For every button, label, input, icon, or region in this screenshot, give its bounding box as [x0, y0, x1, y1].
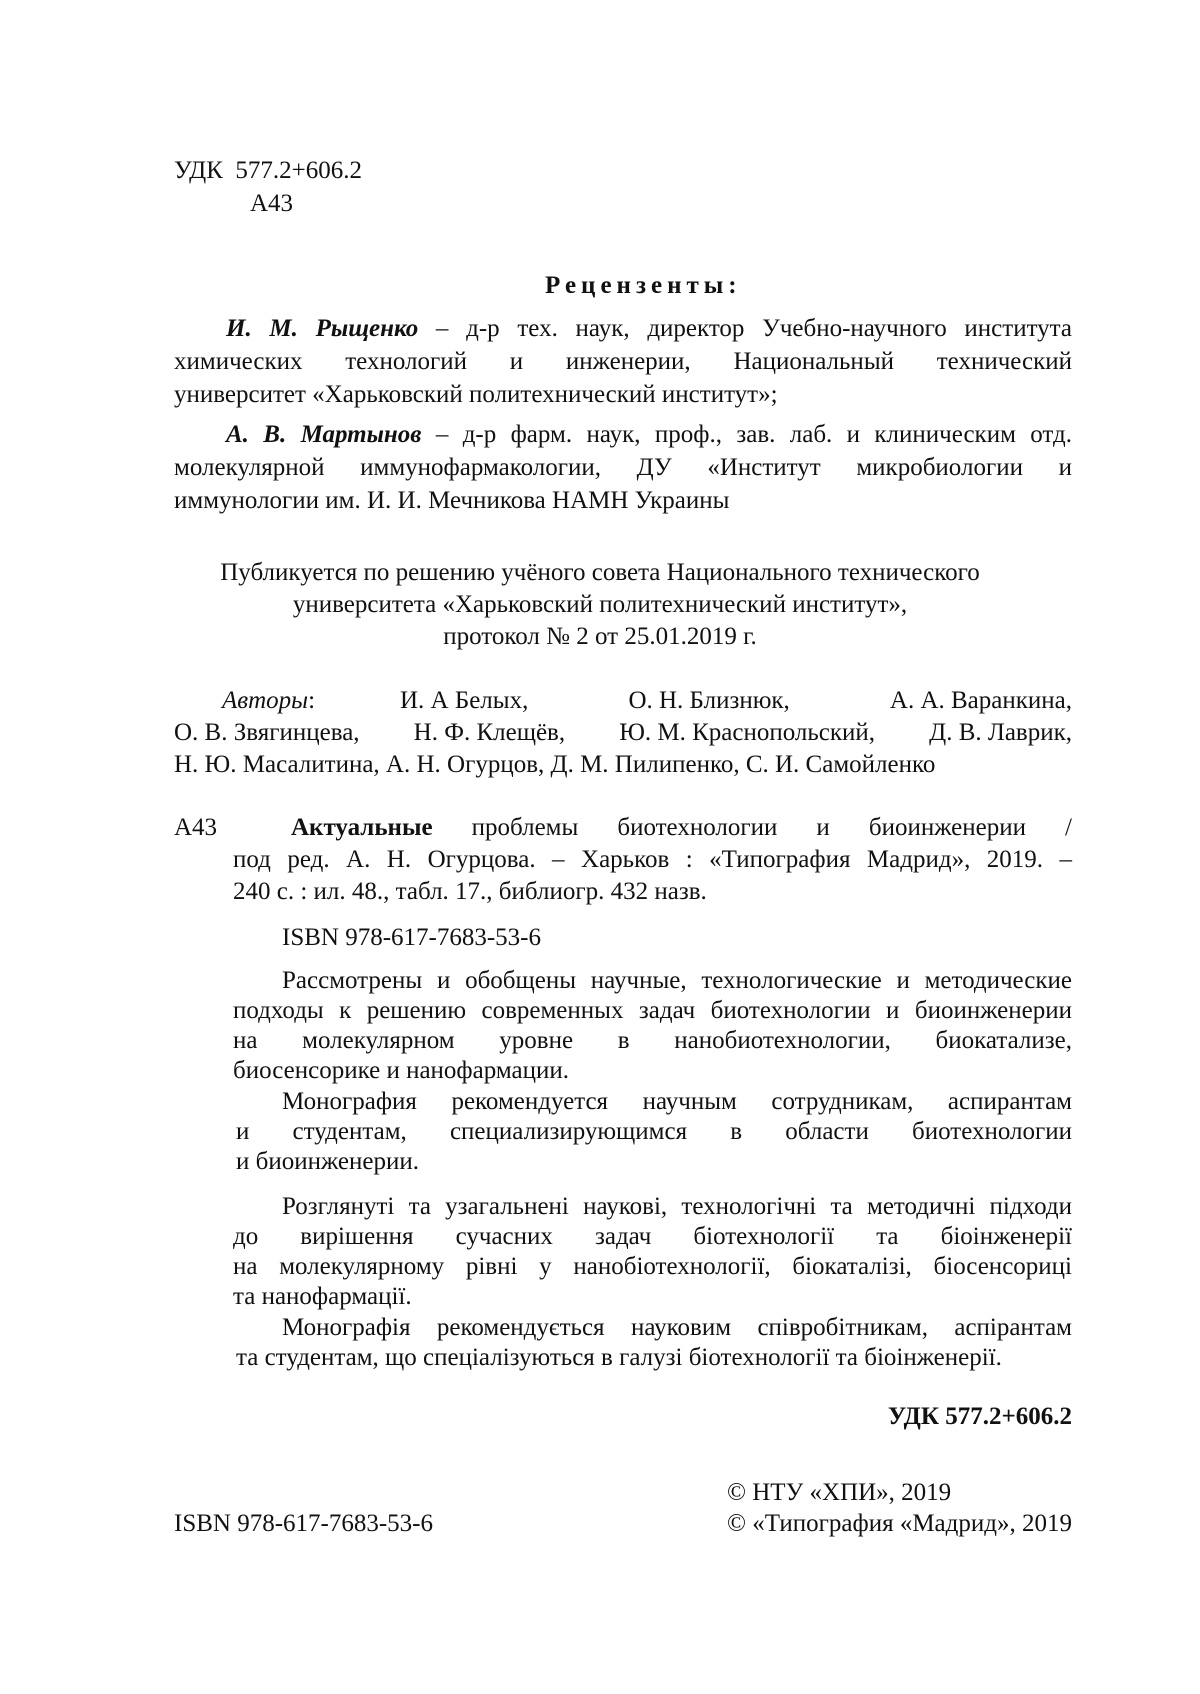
abstract-ru-p1-l1: Рассмотрены и обобщены научные, технологические и методические [282, 967, 1072, 994]
reviewer-2-name: А. В. Мартынов [226, 421, 422, 448]
author: И. А Белых, [400, 687, 529, 714]
catalog-index: А43 [174, 814, 218, 841]
author: О. В. Звягинцева, [174, 719, 360, 746]
abstract-uk-p2-l1: Монографія рекомендується науковим співробітникам, аспірантам [282, 1314, 1072, 1341]
copyright-line2: © «Типография «Мадрид», 2019 [727, 1510, 1072, 1537]
reviewer-2-line3: иммунологии им. И. И. Мечникова НАМН Украины [174, 487, 730, 514]
authors-row3: Н. Ю. Масалитина, А. Н. Огурцов, Д. М. Пилипенко, С. И. Самойленко [174, 751, 936, 778]
reviewer-2-line2: молекулярной иммунофармакологии, ДУ «Институт микробиологии и [174, 454, 1072, 481]
publication-line1: Публикуется по решению учёного совета Национального технического [220, 559, 980, 586]
book-title-bold: Актуальные [291, 814, 433, 841]
abstract-uk-p1-l3: на молекулярному рівні у нанобіотехнології, біокаталізі, біосенсориці [233, 1253, 1072, 1280]
abstract-ru-p2-l1: Монография рекомендуется научным сотрудникам, аспирантам [282, 1088, 1072, 1115]
isbn-bottom: ISBN 978-617-7683-53-6 [174, 1510, 434, 1537]
authors-row2 [174, 719, 1072, 747]
publication-line3: протокол № 2 от 25.01.2019 г. [443, 623, 757, 650]
author: Н. Ф. Клещёв, [413, 719, 566, 746]
author: Д. В. Лаврик, [929, 719, 1072, 746]
udk-label: УДК 577.2+606.2 [174, 157, 363, 184]
abstract-ru-p2-l2: и студентам, специализирующимся в области биотехнологии [236, 1118, 1072, 1145]
reviewer-2-line1: А. В. Мартынов – д-р фарм. наук, проф., зав. лаб. и клиническим отд. [226, 421, 1072, 448]
catalog-line3: 240 с. : ил. 48., табл. 17., библиогр. 432 назв. [233, 878, 707, 905]
catalog-line2: под ред. А. Н. Огурцова. – Харьков : «Типография Мадрид», 2019. – [233, 846, 1072, 873]
catalog-title-line: Актуальные проблемы биотехнологии и биоинженерии / [291, 814, 1072, 841]
abstract-ru-p2-l3: и биоинженерии. [236, 1148, 420, 1175]
abstract-uk-p1-l2: до вирішення сучасних задач біотехнології та біоінженерії [233, 1223, 1072, 1250]
abstract-uk-p1-l1: Розглянуті та узагальнені наукові, технологічні та методичні підходи [282, 1193, 1072, 1220]
reviewer-1-line1: И. М. Рыщенко – д-р тех. наук, директор Учебно-научного института [226, 315, 1072, 342]
reviewer-1-line2: химических технологий и инженерии, Национальный технический [174, 348, 1072, 375]
author: Ю. М. Краснопольский, [619, 719, 876, 746]
reviewer-1-name: И. М. Рыщенко [226, 315, 419, 342]
udk-bottom: УДК 577.2+606.2 [887, 1403, 1072, 1430]
abstract-uk-p2-l2: та студентам, що спеціалізуються в галузі біотехнології та біоінженерії. [236, 1344, 1002, 1371]
publication-line2: университета «Харьковский политехнический институт», [292, 591, 908, 618]
catalog-isbn: ISBN 978-617-7683-53-6 [282, 924, 542, 951]
udk-code: 577.2+606.2 [235, 157, 363, 184]
author: А. А. Варанкина, [889, 687, 1072, 714]
abstract-uk-p1-l4: та нанофармації. [233, 1283, 412, 1310]
abstract-ru-p1-l2: подходы к решению современных задач биотехнологии и биоинженерии [233, 997, 1072, 1024]
authors-label: Авторы: [222, 687, 316, 714]
abstract-ru-p1-l4: биосенсорике и нанофармации. [233, 1057, 569, 1084]
abstract-ru-p1-l3: на молекулярном уровне в нанобиотехнологии, биокатализе, [233, 1027, 1072, 1054]
copyright-line1: © НТУ «ХПИ», 2019 [727, 1479, 952, 1506]
authors-row1 [400, 687, 1072, 715]
author: О. Н. Близнюк, [628, 687, 790, 714]
reviewer-1-line3: университет «Харьковский политехнический институт»; [174, 381, 778, 408]
reviewers-heading: Рецензенты: [545, 272, 742, 299]
library-index: А43 [250, 190, 294, 217]
